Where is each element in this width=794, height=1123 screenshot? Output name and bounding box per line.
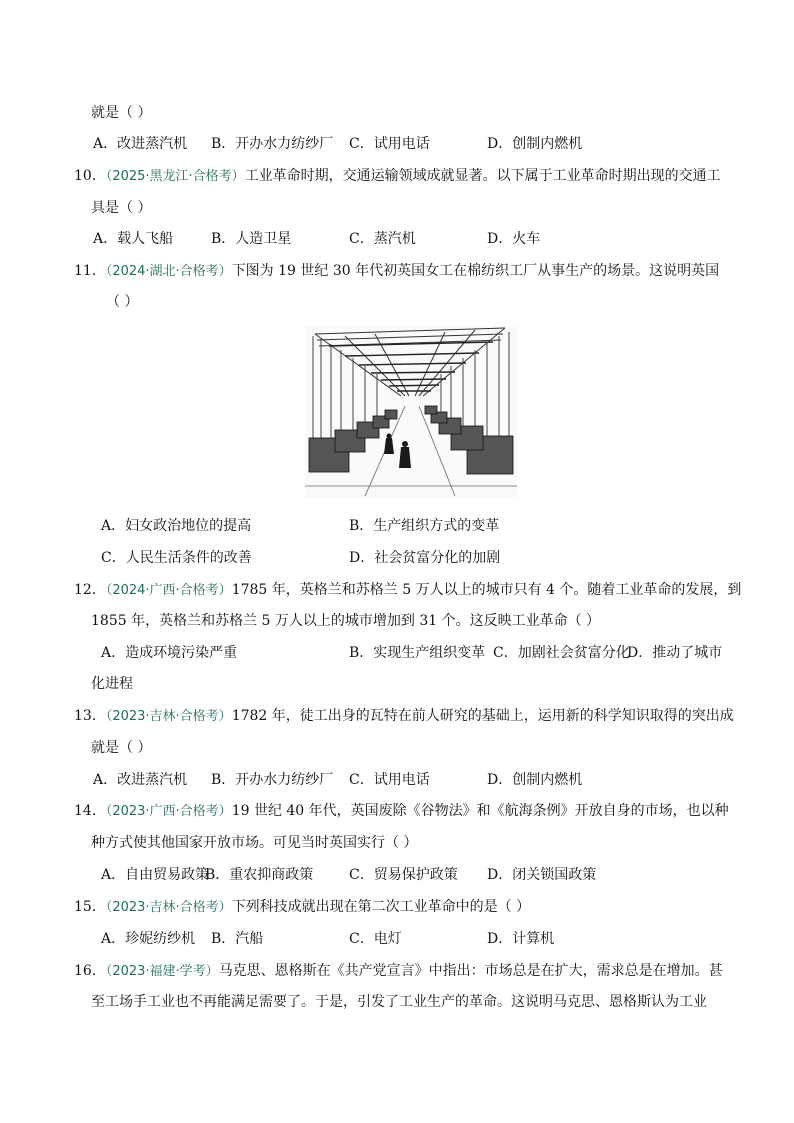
q10-option-c[interactable]: C．蒸汽机 [349,231,416,247]
question-source: （2024·广西·合格考） [105,583,232,598]
question-15 [74,897,530,918]
q10-option-d[interactable]: D．火车 [487,231,541,247]
question-number: 11． [74,263,106,279]
q15-option-d[interactable]: D．计算机 [487,931,555,947]
question-text: 19 世纪 40 年代，英国废除《谷物法》和《航海条例》开放自身的市场，也以种 [231,803,729,819]
question-number: 15． [74,899,106,915]
question-16 [74,961,723,982]
question-12 [74,580,741,601]
q11-option-b[interactable]: B．生产组织方式的变革 [349,518,500,534]
q14-option-a[interactable]: A．自由贸易政策 [101,867,210,883]
q13-option-d[interactable]: D．创制内燃机 [487,772,583,788]
q12-option-d-cont: 化进程 [91,676,133,692]
q9-continuation: 就是（ ） [91,105,152,121]
q9-option-c[interactable]: C．试用电话 [349,136,430,152]
q12-option-c[interactable]: C．加剧社会贫富分化 [493,645,630,661]
question-11-answer-blank: （ ） [106,294,139,310]
question-text: 马克思、恩格斯在《共产党宣言》中指出：市场总是在扩大，需求总是在增加。甚 [218,963,723,979]
question-14 [74,801,729,822]
q15-option-c[interactable]: C．电灯 [349,931,402,947]
question-source: （2023·吉林·合格考） [105,900,232,915]
q14-option-d[interactable]: D．闭关锁国政策 [487,867,597,883]
question-number: 10． [74,168,106,184]
q9-option-d[interactable]: D．创制内燃机 [487,136,583,152]
question-number: 12． [74,582,106,598]
question-10-text-cont: 具是（ ） [91,200,152,216]
question-source: （2023·福建·学考） [105,964,219,979]
question-source: （2023·吉林·合格考） [105,709,232,724]
q14-option-c[interactable]: C．贸易保护政策 [349,867,458,883]
question-10 [74,166,721,187]
q12-option-a[interactable]: A．造成环境污染严重 [101,645,238,661]
question-source: （2024·湖北·合格考） [105,264,232,279]
question-13 [74,706,734,727]
q15-option-a[interactable]: A．珍妮纺纱机 [101,931,196,947]
question-11 [74,261,719,282]
question-number: 16． [74,963,106,979]
q14-option-b[interactable]: B．重农抑商政策 [205,867,314,883]
q11-option-a[interactable]: A．妇女政治地位的提高 [101,518,252,534]
q10-option-b[interactable]: B．人造卫星 [211,231,292,247]
question-text: 下图为 19 世纪 30 年代初英国女工在棉纺织工厂从事生产的场景。这说明英国 [231,263,720,279]
question-source: （2025·黑龙江·合格考） [105,169,245,184]
q12-option-d[interactable]: D．推动了城市 [627,645,723,661]
q13-option-c[interactable]: C．试用电话 [349,772,430,788]
question-source: （2023·广西·合格考） [105,804,232,819]
question-text: 1782 年，徒工出身的瓦特在前人研究的基础上，运用新的科学知识取得的突出成 [231,708,734,724]
question-text: 工业革命时期，交通运输领域成就显著。以下属于工业革命时期出现的交通工 [244,168,721,184]
q15-option-b[interactable]: B．汽船 [211,931,264,947]
q11-option-c[interactable]: C．人民生活条件的改善 [101,550,252,566]
question-14-text-cont: 种方式使其他国家开放市场。可见当时英国实行（ ） [91,835,418,851]
q13-option-b[interactable]: B．开办水力纺纱厂 [211,772,334,788]
question-number: 14． [74,803,106,819]
question-text: 1785 年，英格兰和苏格兰 5 万人以上的城市只有 4 个。随着工业革命的发展，到 [231,582,742,598]
q11-option-d[interactable]: D．社会贫富分化的加剧 [349,550,501,566]
question-number: 13． [74,708,106,724]
question-16-text-cont: 至工场手工业也不再能满足需要了。于是，引发了工业生产的革命。这说明马克思、恩格斯认为工业 [91,994,707,1010]
q13-option-a[interactable]: A．改进蒸汽机 [93,772,188,788]
q12-option-b[interactable]: B．实现生产组织变革 [349,645,486,661]
question-text: 下列科技成就出现在第二次工业革命中的是（ ） [231,899,531,915]
question-13-text-cont: 就是（ ） [91,740,152,756]
question-12-text-cont: 1855 年，英格兰和苏格兰 5 万人以上的城市增加到 31 个。这反映工业革命（ ） [91,613,601,629]
q9-option-b[interactable]: B．开办水力纺纱厂 [211,136,334,152]
factory-engraving-image [305,326,517,498]
q10-option-a[interactable]: A．载人飞船 [93,231,174,247]
q9-option-a[interactable]: A．改进蒸汽机 [93,136,188,152]
